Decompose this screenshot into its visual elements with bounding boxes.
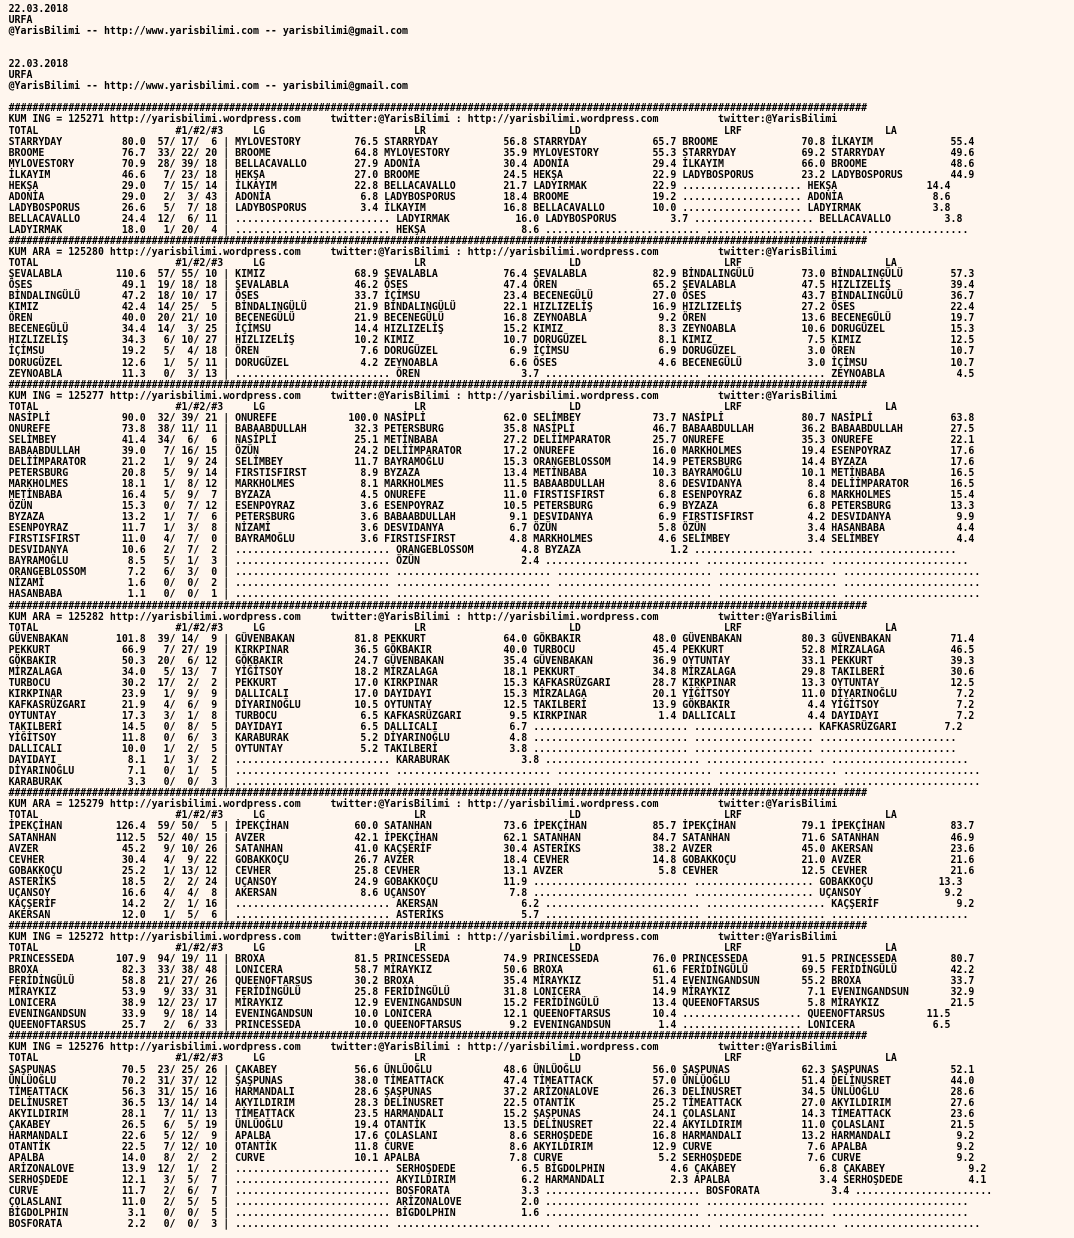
race-row: OYTUNTAY 17.3 3/ 1/ 8 | TURBOCU 6.5 KAFKASRÜZGARI 9.5 KIRKPINAR 1.4 DALLICALI 4.4 DAYIDAYI 7.2	[8, 710, 975, 722]
race-row: GÖKBAKIR 50.3 20/ 6/ 12 | GÖKBAKIR 24.7 GÜVENBAKAN 35.4 GÜVENBAKAN 36.9 OYTUNTAY 33.1 PEKKURT 39.3	[8, 654, 975, 667]
race-row: HEKŞA 29.0 7/ 15/ 14 | İLKAYIM 22.8 BELLACAVALLO 21.7 LADYIRMAK 22.9 .................... HEKŞA 14.4	[8, 179, 951, 192]
race-column-header: TOTAL #1/#2/#3 LG LR LD LRF LA	[8, 400, 897, 413]
separator-line: ################################################################################################################################################	[8, 378, 868, 391]
race-block	[9, 236, 1024, 380]
race-row: KARABURAK 3.3 0/ 0/ 3 | .......................... .......................... .......................... .................... .......................	[8, 776, 981, 789]
race-row: BAYRAMOĞLU 8.5 5/ 1/ 3 | .......................... ÖZÜN 2.4 .......................... .................... .......................	[8, 555, 969, 568]
race-row: PRINCESSEDA 107.9 94/ 19/ 11 | BROXA 81.5 PRINCESSEDA 74.9 PRINCESSEDA 76.0 PRINCESSEDA 91.5 PRINCESSEDA 80.7	[8, 953, 975, 966]
race-title: KUM ING = 125271 http://yarisbilimi.wordpress.com twitter:@YarisBilimi : http://yarisbilimi.wordpress.com twitter:@YarisBilimi	[8, 113, 838, 126]
race-row: SATANHAN 112.5 52/ 40/ 15 | AVZER 42.1 İPEKÇİHAN 62.1 SATANHAN 84.7 SATANHAN 71.6 SATANHAN 46.9	[8, 831, 975, 844]
race-title: KUM ARA = 125282 http://yarisbilimi.wordpress.com twitter:@YarisBilimi : http://yarisbilimi.wordpress.com twitter:@YarisBilimi	[8, 610, 838, 623]
race-row: DELİNUSRET 36.5 13/ 14/ 14 | AKYILDIRIM 28.3 DELİNUSRET 22.5 OTANTİK 25.2 TİMEATTACK 27.0 AKYILDIRIM 27.6	[8, 1096, 975, 1109]
race-row: ÖREN 40.0 20/ 21/ 10 | BECENEGÜLÜ 21.9 BECENEGÜLÜ 16.8 ZEYNOABLA 9.2 ÖREN 13.6 BECENEGÜLÜ 19.7	[8, 312, 975, 325]
race-row: METİNBABA 16.4 5/ 9/ 7 | BYZAZA 4.5 ONUREFE 11.0 FIRSTISFIRST 6.8 ESENPOYRAZ 6.8 MARKHOLMES 15.4	[8, 489, 975, 502]
race-row: MARKHOLMES 18.1 1/ 8/ 12 | MARKHOLMES 8.1 MARKHOLMES 11.5 BABAABDULLAH 8.6 DESVIDANYA 8.4 DELİİMPARATOR 16.5	[8, 478, 975, 491]
report-city: URFA	[8, 14, 33, 27]
race-row: GÜVENBAKAN 101.8 39/ 14/ 9 | GÜVENBAKAN 81.8 PEKKURT 64.0 GÖKBAKIR 48.0 GÜVENBAKAN 80.3 GÜVENBAKAN 71.4	[8, 632, 975, 645]
race-row: CURVE 11.7 2/ 6/ 7 | .......................... BOSFORATA 3.3 .......................... BOSFORATA 3.4 .......................	[8, 1185, 993, 1198]
race-block	[9, 1031, 1024, 1230]
race-row: KIMIZ 42.4 14/ 25/ 5 | BİNDALINGÜLÜ 21.9 BİNDALINGÜLÜ 22.1 HIZLIZELİŞ 16.9 HIZLIZELİŞ 27.2 ÖSES 22.4	[8, 301, 975, 314]
race-row: AVZER 45.2 9/ 10/ 26 | SATANHAN 41.0 KAÇŞERİF 30.4 ASTERİKS 38.2 AVZER 45.0 AKERSAN 23.6	[8, 842, 975, 855]
race-row: HIZLIZELİŞ 34.3 6/ 10/ 27 | HIZLIZELİŞ 10.2 KIMIZ 10.7 DORUGÜZEL 8.1 KIMIZ 7.5 KIMIZ 12.5	[8, 334, 975, 347]
race-row: ORANGEBLOSSOM 7.2 6/ 3/ 0 | .......................... .......................... .......................... .................... .......................	[8, 566, 981, 579]
race-row: BROOME 76.7 33/ 22/ 20 | BROOME 64.8 MYLOVESTORY 35.9 MYLOVESTORY 55.3 STARRYDAY 69.2 STARRYDAY 49.6	[8, 146, 975, 159]
race-row: BİNDALINGÜLÜ 47.2 18/ 10/ 17 | ÖSES 33.7 İÇİMSU 23.4 BECENEGÜLÜ 27.0 ÖSES 43.7 BİNDALINGÜLÜ 36.7	[8, 290, 975, 303]
race-row: DESVIDANYA 10.6 2/ 7/ 2 | .......................... ORANGEBLOSSOM 4.8 BYZAZA 1.2 .................... .......................	[8, 544, 957, 557]
report-contact-repeat: @YarisBilimi -- http://www.yarisbilimi.com -- yarisbilimi@gmail.com	[8, 80, 409, 93]
race-row: BROXA 82.3 33/ 38/ 48 | LONICERA 58.7 MİRAYKIZ 50.6 BROXA 61.6 FERİDİNGÜLÜ 69.5 FERİDİNGÜLÜ 42.2	[8, 964, 975, 977]
race-row: BYZAZA 13.2 1/ 7/ 6 | PETERSBURG 3.6 BABAABDULLAH 9.1 DESVIDANYA 6.9 FIRSTISFIRST 4.2 DESVIDANYA 9.9	[8, 511, 975, 524]
race-row: GOBAKKOÇU 25.2 1/ 13/ 12 | CEVHER 25.8 CEVHER 13.1 AVZER 5.8 CEVHER 12.5 CEVHER 21.6	[8, 864, 975, 877]
race-row: DİYARINOĞLU 7.1 0/ 1/ 5 | .......................... .......................... .......................... .................... .......................	[8, 765, 981, 778]
separator-line: ################################################################################################################################################	[8, 102, 868, 115]
race-title: KUM ARA = 125280 http://yarisbilimi.wordpress.com twitter:@YarisBilimi : http://yarisbilimi.wordpress.com twitter:@YarisBilimi	[8, 246, 838, 259]
race-row: APALBA 14.0 8/ 2/ 2 | CURVE 10.1 APALBA 7.8 CURVE 5.2 SERHOŞDEDE 7.6 CURVE 9.2	[8, 1151, 975, 1164]
race-row: MYLOVESTORY 70.9 28/ 39/ 18 | BELLACAVALLO 27.9 ADONİA 30.4 ADONİA 29.4 İLKAYIM 66.0 BROOME 48.6	[8, 157, 975, 170]
race-row: MİRZALAGA 34.0 5/ 13/ 7 | YİĞİTSOY 18.2 MİRZALAGA 18.1 PEKKURT 34.8 MİRZALAGA 29.8 TAKILBERİ 30.6	[8, 665, 975, 678]
race-row: PETERSBURG 20.8 5/ 9/ 14 | FIRSTISFIRST 8.9 BYZAZA 13.4 METİNBABA 10.3 BAYRAMOĞLU 10.1 METİNBABA 16.5	[8, 466, 975, 479]
race-tables	[9, 103, 1024, 1230]
race-row: ÇOLASLANI 11.0 2/ 5/ 5 | .......................... ARİZONALOVE 2.0 .......................... .................... .......................	[8, 1196, 969, 1209]
race-row: TURBOCU 30.2 17/ 2/ 2 | PEKKURT 17.0 KIRKPINAR 15.3 KAFKASRÜZGARI 28.7 KIRKPINAR 13.3 OYTUNTAY 12.5	[8, 676, 975, 689]
race-row: ÇAKABEY 26.5 6/ 5/ 19 | ÜNLÜOĞLU 19.4 OTANTİK 13.5 DELİNUSRET 22.4 AKYILDIRIM 11.0 ÇOLASLANI 21.5	[8, 1118, 975, 1131]
race-row: YİĞİTSOY 11.8 0/ 6/ 3 | KARABURAK 5.2 DİYARINOĞLU 4.8 .......................... .................... .......................	[8, 732, 957, 745]
race-row: ADONİA 29.0 2/ 3/ 43 | ADONİA 6.8 LADYBOSPORUS 18.4 BROOME 19.2 .................... ADONİA 8.6	[8, 190, 951, 203]
race-row: ARİZONALOVE 13.9 12/ 1/ 2 | .......................... SERHOŞDEDE 6.5 BİGDOLPHIN 4.6 ÇAKABEY 6.8 ÇAKABEY 9.2	[8, 1162, 987, 1175]
race-row: BOSFORATA 2.2 0/ 0/ 3 | .......................... .......................... .......................... .................... .......................	[8, 1218, 981, 1231]
race-row: İÇİMSU 19.2 5/ 4/ 18 | ÖREN 7.6 DORUGÜZEL 6.9 İÇİMSU 6.9 DORUGÜZEL 3.0 ÖREN 10.7	[8, 345, 975, 358]
race-row: LADYBOSPORUS 26.6 5/ 7/ 18 | LADYBOSPORUS 3.4 İLKAYIM 16.8 BELLACAVALLO 10.0 .................... LADYIRMAK 3.8	[8, 201, 951, 214]
race-row: KAFKASRÜZGARI 21.9 4/ 6/ 9 | DİYARINOĞLU 10.5 OYTUNTAY 12.5 TAKILBERİ 13.9 GÖKBAKIR 4.4 YİĞİTSOY 7.2	[8, 698, 975, 711]
race-row: ŞAŞPUNAS 70.5 23/ 25/ 26 | ÇAKABEY 56.6 ÜNLÜOĞLU 48.6 ÜNLÜOĞLU 56.0 ŞAŞPUNAS 62.3 ŞAŞPUNAS 52.1	[8, 1063, 975, 1076]
race-row: DORUGÜZEL 12.6 1/ 5/ 11 | DORUGÜZEL 4.2 ZEYNOABLA 6.6 ÖSES 4.6 BECENEGÜLÜ 3.0 İÇİMSU 10.7	[8, 356, 975, 369]
race-row: ONUREFE 73.8 38/ 11/ 11 | BABAABDULLAH 32.3 PETERSBURG 35.8 NASİPLİ 46.7 BABAABDULLAH 36.2 BABAABDULLAH 27.5	[8, 422, 975, 435]
race-row: FERİDİNGÜLÜ 58.8 21/ 27/ 26 | QUEENOFTARSUS 30.2 BROXA 35.4 MİRAYKIZ 51.4 EVENINGANDSUN 55.2 BROXA 33.7	[8, 975, 975, 988]
race-row: BECENEGÜLÜ 34.4 14/ 3/ 25 | İÇİMSU 14.4 HIZLIZELİŞ 15.2 KIMIZ 8.3 ZEYNOABLA 10.6 DORUGÜZEL 15.3	[8, 323, 975, 336]
race-row: AKERSAN 12.0 1/ 5/ 6 | .......................... ASTERİKS 5.7 .......................... .................... .......................	[8, 908, 969, 921]
race-row: OTANTİK 22.5 7/ 12/ 10 | OTANTİK 11.8 CURVE 8.6 AKYILDIRIM 12.9 CURVE 7.6 APALBA 9.2	[8, 1140, 975, 1153]
race-row: İPEKÇİHAN 126.4 59/ 50/ 5 | İPEKÇİHAN 60.0 SATANHAN 73.6 İPEKÇİHAN 85.7 İPEKÇİHAN 79.1 İPEKÇİHAN 83.7	[8, 820, 975, 833]
race-row: KIRKPINAR 23.9 1/ 9/ 9 | DALLICALI 17.0 DAYIDAYI 15.3 MİRZALAGA 20.1 YİĞİTSOY 11.0 DİYARINOĞLU 7.2	[8, 687, 975, 700]
race-row: SELİMBEY 41.4 34/ 6/ 6 | NASİPLİ 25.1 METİNBABA 27.2 DELİİMPARATOR 25.7 ONUREFE 35.3 ONUREFE 22.1	[8, 433, 975, 446]
race-row: ZEYNOABLA 11.3 0/ 3/ 13 | .......................... ÖREN 3.7 .......................... .................... ZEYNOABLA 4.5	[8, 367, 975, 380]
race-row: FIRSTISFIRST 11.0 4/ 7/ 0 | BAYRAMOĞLU 3.6 FIRSTISFIRST 4.8 MARKHOLMES 4.6 SELİMBEY 3.4 SELİMBEY 4.4	[8, 533, 975, 546]
race-block	[9, 103, 1024, 236]
race-row: ÜNLÜOĞLU 70.2 31/ 37/ 12 | ŞAŞPUNAS 38.0 TİMEATTACK 47.4 TİMEATTACK 57.0 ÜNLÜOĞLU 51.4 DELİNUSRET 44.0	[8, 1074, 975, 1087]
race-row: PEKKURT 66.9 7/ 27/ 19 | KIRKPINAR 36.5 GÖKBAKIR 40.0 TURBOCU 45.4 PEKKURT 52.8 MİRZALAGA 46.5	[8, 643, 975, 656]
spacer	[9, 37, 1024, 48]
race-title: KUM ING = 125272 http://yarisbilimi.wordpress.com twitter:@YarisBilimi : http://yarisbilimi.wordpress.com twitter:@YarisBilimi	[8, 930, 838, 943]
race-row: NASİPLİ 90.0 32/ 39/ 21 | ONUREFE 100.0 NASİPLİ 62.0 SELİMBEY 73.7 NASİPLİ 80.7 NASİPLİ 63.8	[8, 411, 975, 424]
race-row: ŞEVALABLA 110.6 57/ 55/ 10 | KIMIZ 68.9 ŞEVALABLA 76.4 ŞEVALABLA 82.9 BİNDALINGÜLÜ 73.0 BİNDALINGÜLÜ 57.3	[8, 268, 975, 281]
race-row: ASTERİKS 18.5 2/ 2/ 24 | UÇANSOY 24.9 GOBAKKOÇU 11.9 .......................... .................... GOBAKKOÇU 13.3	[8, 875, 963, 888]
race-row: TİMEATTACK 56.3 31/ 15/ 16 | HARMANDALI 28.6 ŞAŞPUNAS 37.2 ARİZONALOVE 26.3 DELİNUSRET 34.5 ÜNLÜOĞLU 28.6	[8, 1085, 975, 1098]
race-row: QUEENOFTARSUS 25.7 2/ 6/ 33 | PRINCESSEDA 10.0 QUEENOFTARSUS 9.2 EVENINGANDSUN 1.4 .................... LONICERA 6.5	[8, 1019, 951, 1032]
race-row: NİZAMİ 1.6 0/ 0/ 2 | .......................... .......................... .......................... .................... .......................	[8, 577, 981, 590]
race-row: KAÇŞERİF 14.2 2/ 1/ 16 | .......................... AKERSAN 6.2 .......................... .................... KAÇŞERİF 9.2	[8, 897, 975, 910]
race-row: DELİİMPARATOR 21.2 1/ 9/ 24 | SELİMBEY 11.7 BAYRAMOĞLU 15.3 ORANGEBLOSSOM 14.9 PETERSBURG 14.4 BYZAZA 17.6	[8, 455, 975, 468]
race-row: BİGDOLPHIN 3.1 0/ 0/ 5 | .......................... BİGDOLPHIN 1.6 .......................... .................... .......................	[8, 1207, 969, 1220]
race-row: DAYIDAYI 8.1 1/ 3/ 2 | .......................... KARABURAK 3.8 .......................... .................... .......................	[8, 754, 969, 767]
race-row: TAKILBERİ 14.5 0/ 8/ 5 | DAYIDAYI 6.5 DALLICALI 6.7 .......................... .................... KAFKASRÜZGARI 7.2	[8, 721, 963, 734]
race-row: AKYILDIRIM 28.1 7/ 11/ 13 | TİMEATTACK 23.5 HARMANDALI 15.2 ŞAŞPUNAS 24.1 ÇOLASLANI 14.3 TİMEATTACK 23.6	[8, 1107, 975, 1120]
separator-line: ################################################################################################################################################	[8, 787, 868, 800]
race-row: HARMANDALI 22.6 5/ 12/ 9 | APALBA 17.6 ÇOLASLANI 8.6 SERHOŞDEDE 16.8 HARMANDALI 13.2 HARMANDALI 9.2	[8, 1129, 975, 1142]
race-row: ESENPOYRAZ 11.7 1/ 3/ 8 | NİZAMİ 3.6 DESVIDANYA 6.7 ÖZÜN 5.8 ÖZÜN 3.4 HASANBABA 4.4	[8, 522, 975, 535]
race-block	[9, 921, 1024, 1031]
race-block	[9, 601, 1024, 789]
race-row: BELLACAVALLO 24.4 12/ 6/ 11 | .......................... LADYIRMAK 16.0 LADYBOSPORUS 3.7 .................... BELLACAVALLO 3.8	[8, 212, 963, 225]
race-row: HASANBABA 1.1 0/ 0/ 1 | .......................... .......................... .......................... .................... .......................	[8, 588, 981, 601]
race-row: CEVHER 30.4 4/ 9/ 22 | GOBAKKOÇU 26.7 AVZER 18.4 CEVHER 14.8 GOBAKKOÇU 21.0 AVZER 21.6	[8, 853, 975, 866]
race-row: ÖZÜN 15.3 0/ 7/ 12 | ESENPOYRAZ 3.6 ESENPOYRAZ 10.5 PETERSBURG 6.9 BYZAZA 6.8 PETERSBURG 13.3	[8, 500, 975, 513]
race-row: UÇANSOY 16.6 4/ 4/ 8 | AKERSAN 8.6 UÇANSOY 7.8 .......................... .................... UÇANSOY 9.2	[8, 886, 963, 899]
race-row: STARRYDAY 80.0 57/ 17/ 6 | MYLOVESTORY 76.5 STARRYDAY 56.8 STARRYDAY 65.7 BROOME 70.8 İLKAYIM 55.4	[8, 135, 975, 148]
race-row: EVENINGANDSUN 33.9 9/ 18/ 14 | EVENINGANDSUN 10.0 LONICERA 12.1 QUEENOFTARSUS 10.4 .................... QUEENOFTARSUS 11.5	[8, 1008, 951, 1021]
race-column-header: TOTAL #1/#2/#3 LG LR LD LRF LA	[8, 809, 897, 822]
race-row: BABAABDULLAH 39.0 7/ 16/ 15 | ÖZÜN 24.2 DELİİMPARATOR 17.2 ONUREFE 16.0 MARKHOLMES 19.4 ESENPOYRAZ 17.6	[8, 444, 975, 457]
separator-line: ################################################################################################################################################	[8, 919, 868, 932]
race-row: LONICERA 38.9 12/ 23/ 17 | MİRAYKIZ 12.9 EVENINGANDSUN 15.2 FERİDİNGÜLÜ 13.4 QUEENOFTARSUS 5.8 MİRAYKIZ 21.5	[8, 997, 975, 1010]
report-date-repeat: 22.03.2018	[8, 58, 69, 71]
separator-line: ################################################################################################################################################	[8, 599, 868, 612]
spacer	[9, 48, 1024, 59]
race-title: KUM ARA = 125279 http://yarisbilimi.wordpress.com twitter:@YarisBilimi : http://yarisbilimi.wordpress.com twitter:@YarisBilimi	[8, 798, 838, 811]
race-column-header: TOTAL #1/#2/#3 LG LR LD LRF LA	[8, 621, 897, 634]
separator-line: ################################################################################################################################################	[8, 1030, 868, 1043]
race-block	[9, 788, 1024, 921]
report-date: 22.03.2018	[8, 3, 69, 15]
race-column-header: TOTAL #1/#2/#3 LG LR LD LRF LA	[8, 257, 897, 270]
race-row: ÖSES 49.1 19/ 18/ 18 | ŞEVALABLA 46.2 ÖSES 47.4 ÖREN 65.2 ŞEVALABLA 47.5 HIZLIZELİŞ 39.4	[8, 279, 975, 292]
race-row: DALLICALI 10.0 1/ 2/ 5 | OYTUNTAY 5.2 TAKILBERİ 3.8 .......................... .................... .......................	[8, 743, 957, 756]
race-row: LADYIRMAK 18.0 1/ 20/ 4 | .......................... HEKŞA 8.6 .......................... .................... .......................	[8, 223, 969, 236]
report-contact: @YarisBilimi -- http://www.yarisbilimi.com -- yarisbilimi@gmail.com	[8, 25, 409, 38]
race-row: MİRAYKIZ 53.9 9/ 33/ 31 | FERİDİNGÜLÜ 25.8 FERİDİNGÜLÜ 31.8 LONICERA 14.9 MİRAYKIZ 7.1 EVENINGANDSUN 32.9	[8, 986, 975, 999]
race-title: KUM ING = 125277 http://yarisbilimi.wordpress.com twitter:@YarisBilimi : http://yarisbilimi.wordpress.com twitter:@YarisBilimi	[8, 389, 838, 402]
race-row: İLKAYIM 46.6 7/ 23/ 18 | HEKŞA 27.0 BROOME 24.5 HEKŞA 22.9 LADYBOSPORUS 23.2 LADYBOSPORUS 44.9	[8, 168, 975, 181]
race-column-header: TOTAL #1/#2/#3 LG LR LD LRF LA	[8, 941, 897, 954]
race-title: KUM ING = 125276 http://yarisbilimi.wordpress.com twitter:@YarisBilimi : http://yarisbilimi.wordpress.com twitter:@YarisBilimi	[8, 1041, 838, 1054]
race-column-header: TOTAL #1/#2/#3 LG LR LD LRF LA	[8, 1052, 897, 1065]
report-city-repeat: URFA	[8, 69, 33, 82]
separator-line: ################################################################################################################################################	[8, 234, 868, 247]
race-block	[9, 380, 1024, 601]
race-row: SERHOŞDEDE 12.1 3/ 5/ 7 | .......................... AKYILDIRIM 6.2 HARMANDALI 2.3 APALBA 3.4 SERHOŞDEDE 4.1	[8, 1173, 987, 1186]
race-column-header: TOTAL #1/#2/#3 LG LR LD LRF LA	[8, 124, 897, 137]
